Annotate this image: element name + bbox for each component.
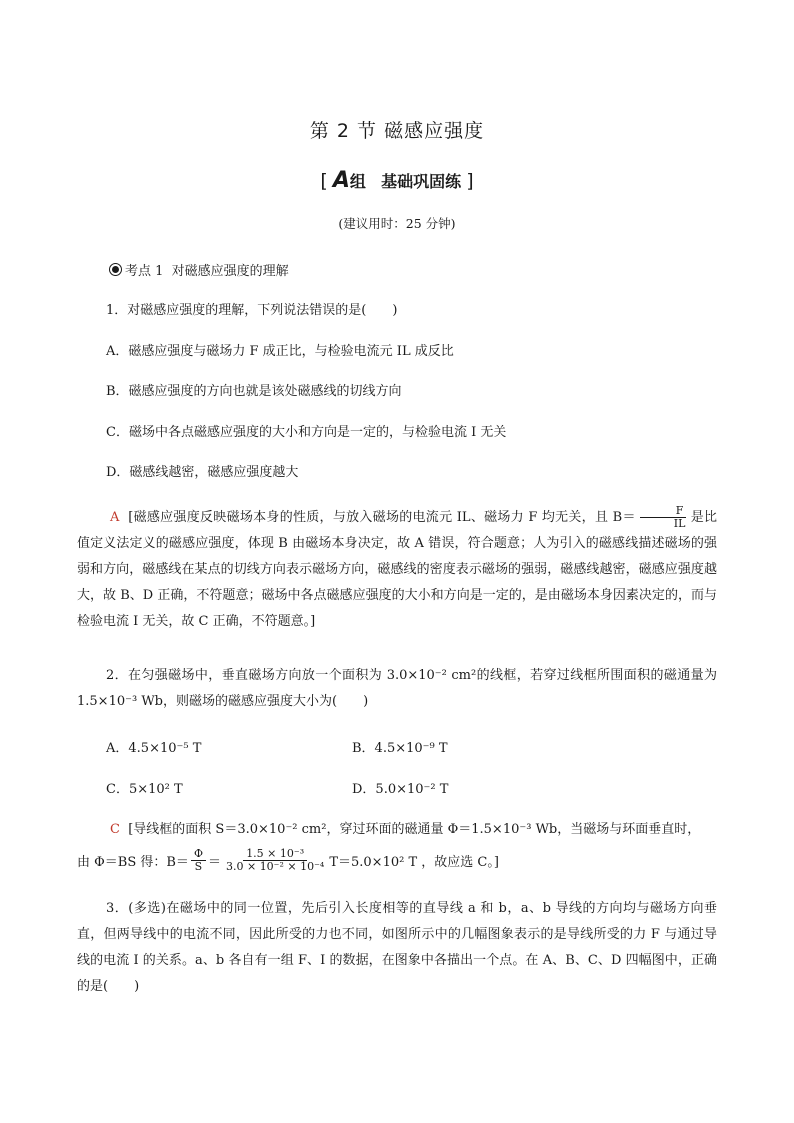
q2-frac2-den: 3.0 × 10⁻² × 10⁻⁴ xyxy=(225,859,325,873)
q2-stem: 2．在匀强磁场中，垂直磁场方向放一个面积为 3.0×10⁻² cm²的线框，若穿过线框所围面积的磁通量为 1.5×10⁻³ Wb，则磁场的磁感应强度大小为( ) xyxy=(77,668,717,709)
group-header xyxy=(0,168,794,193)
kaodian-label: 考点 1 xyxy=(125,264,164,279)
q2-eq: ＝ xyxy=(207,854,221,870)
q1-option-b: B．磁感应强度的方向也就是该处磁感线的切线方向 xyxy=(106,384,402,399)
q1-stem: 1．对磁感应强度的理解，下列说法错误的是( ) xyxy=(106,303,398,318)
q2-option-b: B．4.5×10⁻⁹ T xyxy=(352,741,448,756)
q3-stem: 3．(多选)在磁场中的同一位置，先后引入长度相等的直导线 a 和 b，a、b 导线的方向均与磁场方向垂直，但两导线中的电流不同，因此所受的力也不同，如图所示中的几幅图象表示的是导线所受的力 F 与通过导线的电流 I 的关系。a、b 各自有一组 F、I 的数据，在图象中各描出一个点。在 A、B、C、D 四幅图中，正确的是( ) xyxy=(77,901,717,994)
suggested-time: (建议用时：25 分钟) xyxy=(338,216,456,231)
q1-option-c: C．磁场中各点磁感应强度的大小和方向是一定的，与检验电流 I 无关 xyxy=(106,425,507,440)
q2-answer: C xyxy=(110,822,120,837)
q2-analysis-text1: [导线框的面积 S＝3.0×10⁻² cm²，穿过环面的磁通量 Φ＝1.5×10⁻³ Wb，当磁场与环面垂直时， xyxy=(128,822,701,837)
q2-option-c: C．5×10² T xyxy=(106,782,183,797)
q2-frac2-num: 1.5 × 10⁻³ xyxy=(243,848,307,861)
q2-frac1-num: Φ xyxy=(191,848,206,861)
kaodian-heading xyxy=(109,260,289,279)
group-name: 基础巩固练 xyxy=(381,172,462,191)
q2-fraction-2 xyxy=(223,848,327,873)
q2-frac1-den: S xyxy=(194,859,203,873)
q2-analysis-line2 xyxy=(77,842,499,878)
q2-option-d: D．5.0×10⁻² T xyxy=(352,782,449,797)
q1-analysis-before: [磁感应强度反映磁场本身的性质，与放入磁场的电流元 IL、磁场力 F 均无关，且 B＝ xyxy=(128,510,636,525)
q2-fraction-1 xyxy=(191,848,206,873)
bracket-close: ] xyxy=(466,170,474,192)
q1-analysis xyxy=(77,505,717,635)
bracket-open: [ xyxy=(320,170,328,192)
q2-analysis-post: T＝5.0×10² T ，故应选 C。] xyxy=(329,854,499,870)
q1-option-a: A．磁感应强度与磁场力 F 成正比，与检验电流元 IL 成反比 xyxy=(106,344,454,359)
bullet-icon xyxy=(109,263,122,276)
q2-option-a: A．4.5×10⁻⁵ T xyxy=(106,741,202,756)
q2-analysis-line1 xyxy=(110,818,700,837)
section-title: 第 2 节 磁感应强度 xyxy=(309,120,485,142)
q2-analysis-pre: 由 Φ＝BS 得：B＝ xyxy=(77,854,189,870)
q1-option-d: D．磁感线越密，磁感应强度越大 xyxy=(106,465,299,480)
q1-answer: A xyxy=(110,510,120,525)
q1-frac-den: IL xyxy=(673,517,686,530)
group-word: 组 xyxy=(349,172,366,191)
q1-frac-num: F xyxy=(640,505,687,518)
q1-fraction xyxy=(638,505,689,530)
group-letter: A xyxy=(332,168,350,193)
q1-analysis-after: 是比值定义法定义的磁感应强度，体现 B 由磁场本身决定，故 A 错误，符合题意；人为引入的磁感线描述磁场的强弱和方向，磁感线在某点的切线方向表示磁场方向，磁感线的密度表示磁场的强弱，磁感线越密，磁感应强度越大，故 B、D 正确，不符题意；磁场中各点磁感应强度的大小和方向是一定的，是由磁场本身因素决定的，而与检验电流 I 无关，故 C 正确，不符题意。] xyxy=(77,510,717,629)
kaodian-title: 对磁感应强度的理解 xyxy=(171,264,289,279)
